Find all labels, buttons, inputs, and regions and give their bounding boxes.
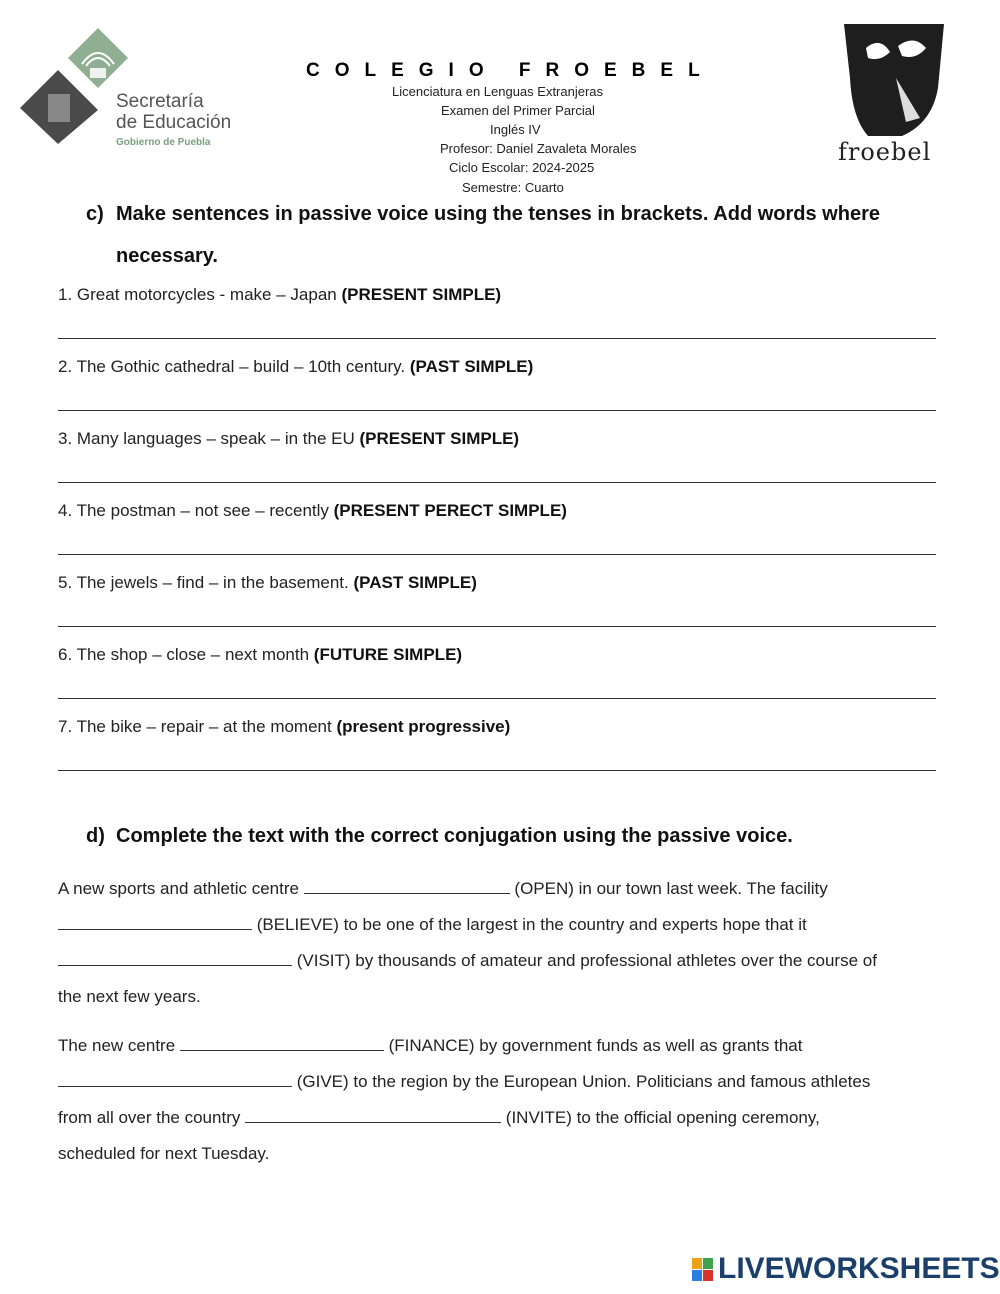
paragraph-line: from all over the country (INVITE) to the official opening ceremony, <box>58 1108 820 1127</box>
header-line: Examen del Primer Parcial <box>441 103 595 118</box>
answer-line[interactable] <box>58 338 936 339</box>
section-d-title: Complete the text with the correct conjugation using the passive voice. <box>116 825 793 847</box>
header-line: Inglés IV <box>490 122 541 137</box>
header-line: Licenciatura en Lenguas Extranjeras <box>392 84 604 99</box>
answer-line[interactable] <box>58 482 936 483</box>
section-c-title: Make sentences in passive voice using the tenses in brackets. Add words where <box>116 203 880 225</box>
blank-finance[interactable] <box>180 1036 384 1051</box>
section-c-letter: c) <box>86 203 104 225</box>
paragraph-line: (VISIT) by thousands of amateur and professional athletes over the course of <box>58 951 877 971</box>
paragraph-line: (GIVE) to the region by the European Union. Politicians and famous athletes <box>58 1072 870 1092</box>
exercise-item: 3. Many languages – speak – in the EU (PRESENT SIMPLE) <box>58 429 520 448</box>
header-line: Profesor: Daniel Zavaleta Morales <box>440 141 637 156</box>
answer-line[interactable] <box>58 626 936 627</box>
exercise-item: 7. The bike – repair – at the moment (present progressive) <box>58 717 511 736</box>
section-d-letter: d) <box>86 825 105 847</box>
header-line: Ciclo Escolar: 2024-2025 <box>449 160 595 175</box>
answer-line[interactable] <box>58 698 936 699</box>
answer-line[interactable] <box>58 554 936 555</box>
blank-visit[interactable] <box>58 951 292 966</box>
blank-believe[interactable] <box>58 915 252 930</box>
crest-text: froebel <box>838 138 932 166</box>
paragraph-line: the next few years. <box>58 987 201 1006</box>
paragraph-line: scheduled for next Tuesday. <box>58 1144 270 1163</box>
blank-invite[interactable] <box>245 1108 501 1123</box>
exercise-item: 2. The Gothic cathedral – build – 10th century. (PAST SIMPLE) <box>58 357 534 376</box>
exercise-item: 6. The shop – close – next month (FUTURE SIMPLE) <box>58 645 463 664</box>
exercise-item: 1. Great motorcycles - make – Japan (PRESENT SIMPLE) <box>58 285 502 304</box>
paragraph-line: The new centre (FINANCE) by government funds as well as grants that <box>58 1036 803 1055</box>
exercise-item: 4. The postman – not see – recently (PRESENT PERECT SIMPLE) <box>58 501 567 520</box>
blank-give[interactable] <box>58 1072 292 1087</box>
blank-open[interactable] <box>304 879 510 894</box>
paragraph-line: A new sports and athletic centre (OPEN) in our town last week. The facility <box>58 879 828 898</box>
liveworksheets-logo-icon <box>692 1258 714 1282</box>
header-line: Semestre: Cuarto <box>462 180 564 195</box>
section-c-title-cont: necessary. <box>116 245 218 267</box>
answer-line[interactable] <box>58 410 936 411</box>
liveworksheets-brand[interactable]: LIVEWORKSHEETS <box>718 1252 1000 1285</box>
sep-logo-text: de Educación <box>116 112 232 133</box>
exercise-item: 5. The jewels – find – in the basement. (PAST SIMPLE) <box>58 573 477 592</box>
school-name: COLEGIO FROEBEL <box>306 60 715 81</box>
sep-logo-text: Secretaría <box>116 91 204 112</box>
paragraph-line: (BELIEVE) to be one of the largest in the country and experts hope that it <box>58 915 807 935</box>
sep-logo-subtext: Gobierno de Puebla <box>116 137 211 148</box>
answer-line[interactable] <box>58 770 936 771</box>
secretaria-logo-icon <box>18 24 248 154</box>
